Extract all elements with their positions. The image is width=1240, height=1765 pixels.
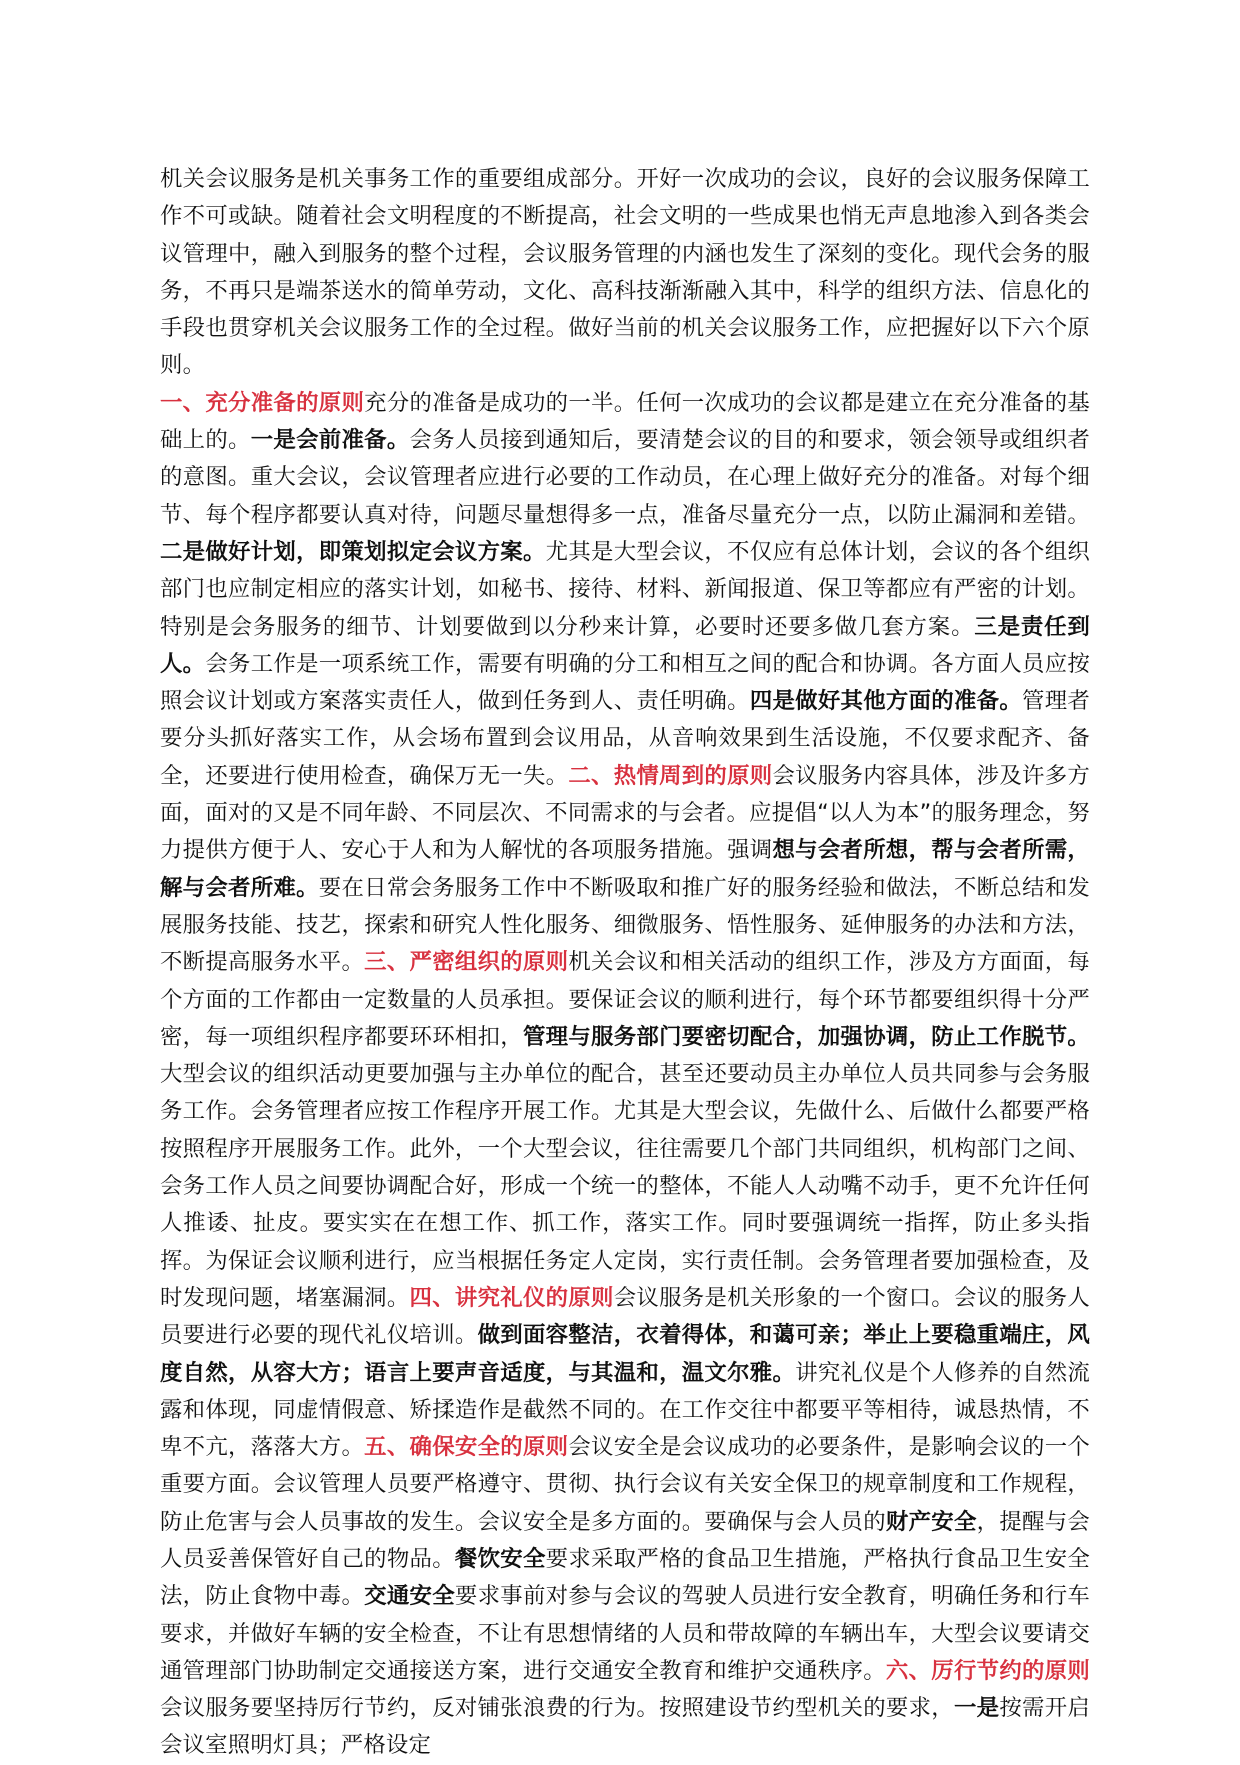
body-text: 要求采取严格的食品卫生措施，严格执行食品卫生安全法，防止食物中毒。 bbox=[160, 1545, 1090, 1610]
body-text: 管理者要分头抓好落实工作，从会场布置到会议用品，从音响效果到生活设施，不仅要求配齐、备全，还要进行使用检查，确保万无一失。 bbox=[160, 688, 1090, 789]
section-heading: 六、厉行节约的原则 bbox=[885, 1657, 1090, 1684]
bold-phrase: 四是做好其他方面的准备。 bbox=[749, 688, 1023, 715]
body-paragraph bbox=[160, 385, 1090, 1765]
body-text: 会务工作是一项系统工作，需要有明确的分工和相互之间的配合和协调。各方面人员应按照会议计划或方案落实责任人，做到任务到人、责任明确。 bbox=[160, 650, 1090, 715]
bold-phrase: 二是做好计划，即策划拟定会议方案。 bbox=[160, 538, 546, 565]
document-page bbox=[160, 161, 1090, 1765]
bold-phrase: 三是责任到人。 bbox=[160, 613, 1091, 677]
body-text: 尤其是大型会议，不仅应有总体计划，会议的各个组织部门也应制定相应的落实计划，如秘书、接待、材料、新闻报道、保卫等都应有严密的计划。特别是会务服务的细节、计划要做到以分秒来计算，必要时还要多做几套方案。 bbox=[160, 538, 1090, 640]
section-heading: 一、充分准备的原则 bbox=[160, 389, 365, 416]
body-text: 要求事前对参与会议的驾驶人员进行安全教育，明确任务和行车要求，并做好车辆的安全检查，不让有思想情绪的人员和带故障的车辆出车，大型会议要请交通管理部门协助制定交通接送方案，进行交通安全教育和维护交通秩序。 bbox=[160, 1583, 1090, 1684]
bold-phrase: 做到面容整洁，衣着得体，和蔼可亲；举止上要稳重端庄，风度自然，从容大方；语言上要声音适度，与其温和，温文尔雅。 bbox=[160, 1322, 1090, 1386]
section-heading: 五、确保安全的原则 bbox=[364, 1434, 569, 1461]
bold-phrase: 管理与服务部门要密切配合，加强协调，防止工作脱节。 bbox=[522, 1023, 1091, 1050]
body-text: 按需开启会议室照明灯具；严格设定 bbox=[160, 1695, 1090, 1759]
body-text: 充分的准备是成功的一半。任何一次成功的会议都是建立在充分准备的基础上的。 bbox=[160, 389, 1090, 454]
body-text: 会议服务内容具体，涉及许多方面，面对的又是不同年龄、不同层次、不同需求的与会者。应提倡“以人为本”的服务理念，努力提供方便于人、安心于人和为人解忧的各项服务措施。强调 bbox=[160, 762, 1090, 864]
body-text: 讲究礼仪是个人修养的自然流露和体现，同虚情假意、矫揉造作是截然不同的。在工作交往中都要平等相待，诚恳热情，不卑不亢，落落大方。 bbox=[160, 1359, 1090, 1461]
bold-phrase: 一是会前准备。 bbox=[250, 427, 410, 454]
bold-phrase: 财产安全 bbox=[885, 1508, 977, 1535]
body-text: ，提醒与会人员妥善保管好自己的物品。 bbox=[160, 1508, 1091, 1572]
section-heading: 三、严密组织的原则 bbox=[364, 949, 569, 976]
intro-paragraph: 机关会议服务是机关事务工作的重要组成部分。开好一次成功的会议，良好的会议服务保障工作不可或缺。随着社会文明程度的不断提高，社会文明的一些成果也悄无声息地渗入到各类会议管理中，融入到服务的整个过程，会议服务管理的内涵也发生了深刻的变化。现代会务的服务，不再只是端茶送水的简单劳动，文化、高科技渐渐融入其中，科学的组织方法、信息化的手段也贯穿机关会议服务工作的全过程。做好当前的机关会议服务工作，应把握好以下六个原则。 bbox=[160, 166, 1090, 379]
body-text: 会议安全是会议成功的必要条件，是影响会议的一个重要方面。会议管理人员要严格遵守、贯彻、执行会议有关安全保卫的规章制度和工作规程，防止危害与会人员事故的发生。会议安全是多方面的。要确保与会人员的 bbox=[160, 1434, 1090, 1535]
section-heading: 二、热情周到的原则 bbox=[568, 762, 773, 789]
bold-phrase: 交通安全 bbox=[364, 1583, 455, 1610]
section-heading: 四、讲究礼仪的原则 bbox=[409, 1284, 614, 1311]
body-text: 会议服务要坚持厉行节约，反对铺张浪费的行为。按照建设节约型机关的要求， bbox=[160, 1695, 954, 1722]
bold-phrase: 一是 bbox=[953, 1695, 1000, 1722]
body-text: 要在日常会务服务工作中不断吸取和推广好的服务经验和做法，不断总结和发展服务技能、技艺，探索和研究人性化服务、细微服务、悟性服务、延伸服务的办法和方法，不断提高服务水平。 bbox=[160, 874, 1090, 976]
body-text: 会议服务是机关形象的一个窗口。会议的服务人员要进行必要的现代礼仪培训。 bbox=[160, 1284, 1091, 1349]
body-text: 会务人员接到通知后，要清楚会议的目的和要求，领会领导或组织者的意图。重大会议，会议管理者应进行必要的工作动员，在心理上做好充分的准备。对每个细节、每个程序都要认真对待，问题尽量想得多一点，准备尽量充分一点，以防止漏洞和差错。 bbox=[160, 427, 1090, 528]
body-text: 大型会议的组织活动更要加强与主办单位的配合，甚至还要动员主办单位人员共同参与会务服务工作。会务管理者应按工作程序开展工作。尤其是大型会议，先做什么、后做什么都要严格按照程序开展服务工作。此外，一个大型会议，往往需要几个部门共同组织，机构部门之间、会务工作人员之间要协调配合好，形成一个统一的整体，不能人人动嘴不动手，更不允许任何人推诿、扯皮。要实实在在想工作、抓工作，落实工作。同时要强调统一指挥，防止多头指挥。为保证会议顺利进行，应当根据任务定人定岗，实行责任制。会务管理者要加强检查，及时发现问题，堵塞漏洞。 bbox=[160, 1061, 1090, 1311]
bold-phrase: 想与会者所想，帮与会者所需，解与会者所难。 bbox=[160, 837, 1090, 901]
bold-phrase: 餐饮安全 bbox=[454, 1545, 546, 1572]
body-text: 机关会议和相关活动的组织工作，涉及方方面面，每个方面的工作都由一定数量的人员承担。要保证会议的顺利进行，每个环节都要组织得十分严密，每一项组织程序都要环环相扣， bbox=[160, 949, 1090, 1050]
